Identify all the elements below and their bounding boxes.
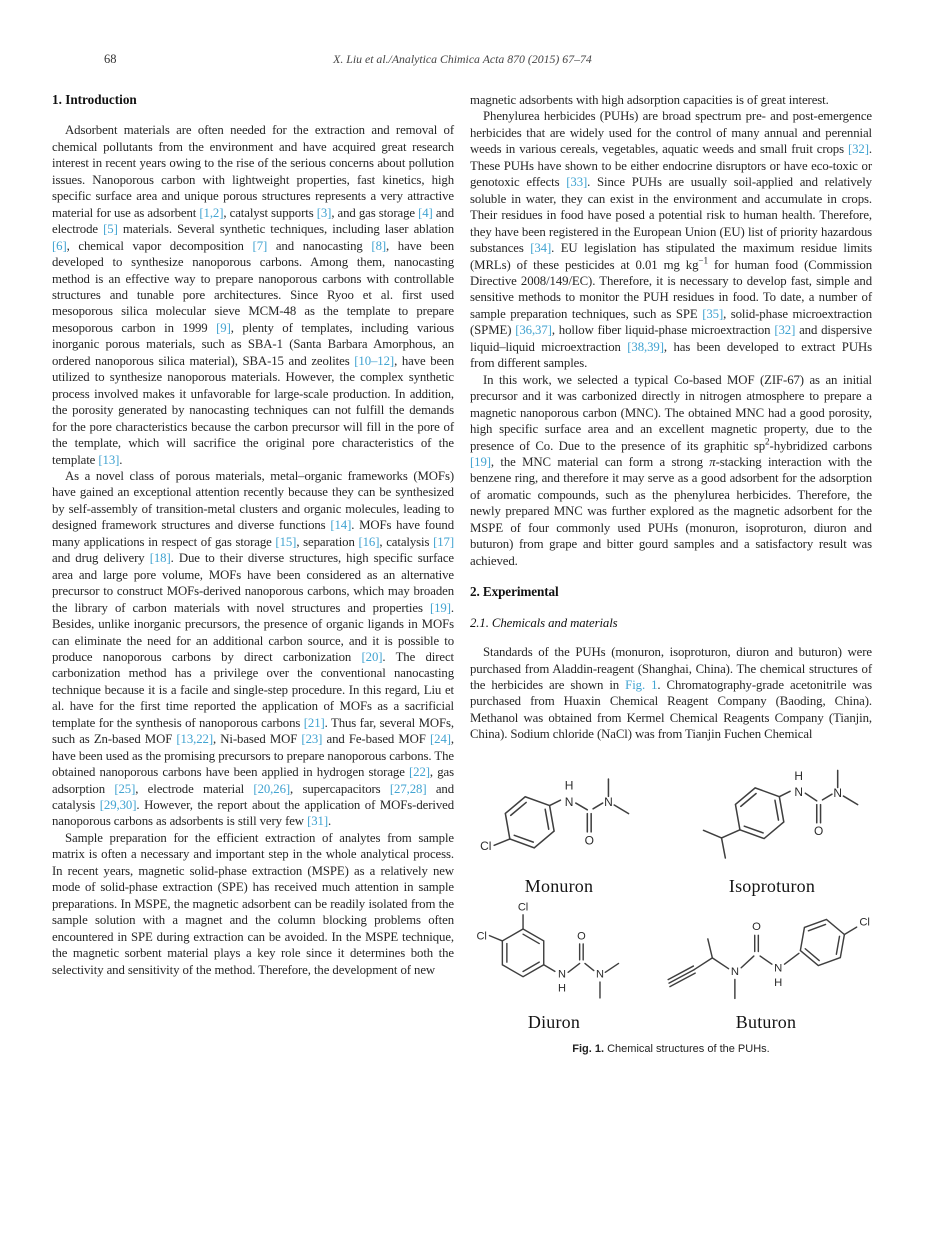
citation-link[interactable]: [36,37] bbox=[515, 323, 552, 338]
citation-link[interactable]: [24] bbox=[429, 732, 451, 747]
paragraph: Sample preparation for the efficient extraction of analytes from sample matrix is often a necessary and important step in the whole analytical process. In recent years, magnetic solid-phase extraction (MSPE) as a relatively new mode of solid-phase extraction (SPE) has received much attention in sample preparations. In MSPE, the magnetic adsorbent can be readily isolated from the sample solution with a magnet and the column blocking problems often encountered in SPE during extraction can be avoided. In the MSPE technique, the magnetic sorbent material plays a key role since it determines both the selectivity and sensitivity of the method. Therefore, the development of new bbox=[52, 830, 454, 977]
atom-label: H bbox=[558, 982, 566, 995]
atom-label: Cl bbox=[517, 901, 529, 914]
atom-label: N bbox=[794, 784, 803, 799]
atom-label: N bbox=[774, 962, 783, 975]
citation-link[interactable]: [13] bbox=[98, 452, 120, 467]
atom-label: N bbox=[596, 968, 604, 981]
citation-link[interactable]: [17] bbox=[433, 534, 455, 549]
molecule-name: Diuron bbox=[527, 1012, 581, 1033]
atom-label: Cl bbox=[859, 916, 870, 929]
citation-link[interactable]: [3] bbox=[316, 205, 332, 220]
atom-label: O bbox=[814, 823, 824, 838]
citation-link[interactable]: [19] bbox=[429, 600, 451, 615]
atom-label: H bbox=[564, 778, 574, 793]
atom-label: N bbox=[558, 968, 566, 981]
atom-label: Cl bbox=[476, 930, 487, 943]
citation-link[interactable]: [10–12] bbox=[354, 353, 395, 368]
superscript: −1 bbox=[698, 255, 708, 266]
superscript: 2 bbox=[765, 436, 770, 447]
citation-link[interactable]: [29,30] bbox=[99, 798, 137, 813]
atom-label: H bbox=[794, 768, 803, 783]
paragraph: Adsorbent materials are often needed for the extraction and removal of chemical pollutants from the environment and have acquired great research interest in recent years owing to the rise of the serious concerns about pollution issues. Nanoporous carbon with lightweight properties, fast kinetics, high specific surface area and unique porous structures represents a very attractive material for use as adsorbent [1,2], catalyst supports [3], and gas storage [4] and electrode [5] materials. Several synthetic techniques, including laser ablation [6], chemical vapor decomposition [7] and nanocasting [8], have been developed to synthesize nanoporous carbons. Among them, nanocasting method is an effective way to prepare nanoporous carbons with controllable structures and tunable pore architectures. Since Ryoo et al. first used mesoporous silica molecular sieve MCM-48 as the template to prepare mesoporous carbon in 1999 [9], plenty of templates, including various inorganic porous materials, such as SBA-1 (Santa Barbara Amorphous, an ordered nanoporous silica material), SBA-15 and zeolites [10–12], have been utilized to synthesize nanoporous materials. However, the complex synthetic process involved makes it unfavorable for large-scale production. In addition, the porosity generated by nanocasting techniques can not fulfill the demands for the pore characteristics because the carbon precursor will fill in the pore of the template, which will sacrifice the original pore characteristics of the template [13]. bbox=[52, 123, 455, 467]
figure-caption bbox=[470, 1041, 872, 1057]
atom-label: N bbox=[564, 794, 574, 809]
citation-link[interactable]: [5] bbox=[103, 222, 118, 237]
citation-link[interactable]: [31] bbox=[307, 814, 328, 829]
citation-link[interactable]: [32] bbox=[847, 142, 869, 157]
molecule-isoproturon-structure bbox=[672, 758, 872, 877]
citation-link[interactable]: [38,39] bbox=[627, 339, 664, 354]
citation-link[interactable]: Fig. 1 bbox=[625, 677, 658, 692]
molecule-name: Buturon bbox=[735, 1012, 797, 1033]
page-number: 68 bbox=[104, 52, 117, 66]
atom-label: O bbox=[584, 833, 594, 848]
right-column bbox=[470, 92, 872, 1057]
citation-link[interactable]: [7] bbox=[252, 238, 268, 253]
atom-label: N bbox=[604, 794, 613, 809]
figure-1 bbox=[470, 757, 872, 1057]
paragraph: Standards of the PUHs (monuron, isoproturon, diuron and buturon) were purchased from Aladdin-reagent (Shanghai, China). The chemical structures of the herbicides are shown in Fig. 1. Chromatography-grade acetonitrile was purchased from Huaxin Chemical Reagent Company (Baoding, China). Methanol was obtained from Kermel Chemical Reagents Company (Tianjin, China). Sodium chloride (NaCl) was from Tianjin Fuchen Chemical bbox=[470, 645, 872, 742]
atom-label: N bbox=[833, 785, 842, 800]
citation-link[interactable]: [18] bbox=[149, 551, 171, 566]
citation-link[interactable]: [33] bbox=[566, 175, 588, 190]
molecule-name: Isoproturon bbox=[728, 875, 816, 896]
citation-link[interactable]: [23] bbox=[301, 732, 323, 747]
citation-link[interactable]: [9] bbox=[216, 320, 231, 335]
running-head: X. Liu et al./Analytica Chimica Acta 870 (2015) 67–74 bbox=[333, 52, 592, 66]
atom-label: H bbox=[774, 977, 783, 990]
citation-link[interactable]: [22] bbox=[409, 765, 430, 780]
atom-label: Cl bbox=[480, 838, 492, 853]
citation-link[interactable]: [14] bbox=[330, 518, 352, 533]
italic-text: π bbox=[709, 454, 716, 469]
figure-row-1 bbox=[470, 757, 872, 894]
citation-link[interactable]: [6] bbox=[52, 238, 67, 253]
page-header bbox=[52, 0, 873, 68]
citation-link[interactable]: [32] bbox=[774, 323, 796, 338]
citation-link[interactable]: [1,2] bbox=[199, 205, 224, 220]
subsection-heading-chemicals: 2.1. Chemicals and materials bbox=[470, 615, 618, 630]
citation-link[interactable]: [21] bbox=[303, 715, 325, 730]
molecule-isoproturon bbox=[672, 758, 872, 894]
citation-link[interactable]: [13,22] bbox=[176, 732, 214, 747]
citation-link[interactable]: [16] bbox=[358, 534, 380, 549]
molecule-diuron-structure bbox=[470, 898, 638, 1013]
citation-link[interactable]: [8] bbox=[371, 238, 387, 253]
molecule-buturon bbox=[660, 900, 872, 1033]
citation-link[interactable]: [19] bbox=[470, 454, 491, 469]
atom-label: N bbox=[730, 966, 739, 979]
two-column-body bbox=[52, 92, 873, 1057]
citation-link[interactable]: [27,28] bbox=[389, 781, 427, 796]
paragraph: magnetic adsorbents with high adsorption capacities is of great interest. bbox=[470, 93, 829, 107]
paragraph: Phenylurea herbicides (PUHs) are broad spectrum pre- and post-emergence herbicides that are widely used for the control of many annual and perennial weeds in various cereals, vegetables, aquatic weeds and small fruit crops [32]. These PUHs have shown to be either endocrine disruptors or have eco-toxic or genotoxic effects [33]. Since PUHs are usually soil-applied and relatively soluble in water, they can exist in the environment and accumulate in crops. Their residues in food have posed a potential risk to human health. Therefore, they have been registered in the European Union (EU) list of priority hazardous substances [34]. EU legislation has stipulated the maximum residue limits (MRLs) of these pesticides at 0.01 mg $kg^{-1}$ for human food (Commission Directive 2008/149/EC). Therefore, it is necessary to develop fast, simple and sensitive methods to monitor the PUH residues in food. To date, a number of sample preparation techniques, such as SPE [35], solid-phase microextraction (SPME) [36,37], hollow fiber liquid-phase microextraction [32] and dispersive liquid–liquid microextraction [38,39], has been developed to extract PUHs from different samples. bbox=[470, 109, 873, 371]
section-heading-experimental: 2. Experimental bbox=[470, 584, 559, 600]
molecule-buturon-structure bbox=[660, 900, 872, 1013]
molecule-monuron-structure bbox=[470, 757, 648, 877]
paragraph: In this work, we selected a typical Co-based MOF (ZIF-67) as an initial precursor and it was carbonized directly in nitrogen atmosphere to prepare a magnetic nanoporous carbon (MNC). The obtained MNC had a good porosity, high specific surface area and an excellent magnetic property, due to the presence of Co. Due to the presence of its graphitic $sp^2$-hybridized carbons [19], the MNC material can form a strong π-stacking interaction with the benzene ring, and therefore it may serve as a good adsorbent for the adsorption of aromatic compounds, such as the phenylurea herbicides. Therefore, the newly prepared MNC was further explored as the magnetic adsorbent for the MSPE of four commonly used PUHs (monuron, isoproturon, diuron and buturon) from grape and bitter gourd samples and a satisfactory result was achieved. bbox=[470, 372, 873, 568]
left-column bbox=[52, 92, 454, 1057]
citation-link[interactable]: [34] bbox=[530, 241, 552, 256]
atom-label: O bbox=[752, 921, 761, 934]
section-heading-introduction: 1. Introduction bbox=[52, 92, 137, 107]
molecule-diuron bbox=[470, 898, 638, 1033]
citation-link[interactable]: [20] bbox=[361, 649, 383, 664]
citation-link[interactable]: [4] bbox=[418, 205, 433, 220]
citation-link[interactable]: [35] bbox=[702, 306, 724, 321]
citation-link[interactable]: [25] bbox=[114, 781, 136, 796]
figure-row-2 bbox=[470, 898, 872, 1033]
molecule-name: Monuron bbox=[524, 875, 594, 896]
paragraph: As a novel class of porous materials, metal–organic frameworks (MOFs) have gained an exceptional attention recently because they can be synthesized by self-assembly of transition-metal clusters and organic molecules, leading to designed framework structures and diverse functions [14]. MOFs have found many applications in respect of gas storage [15], separation [16], catalysis [17] and drug delivery [18]. Due to their diverse structures, high specific surface area and large pore volume, MOFs have been considered as an alternative precursor to construct MOFs-derived nanoporous carbons, which may broaden the library of carbon materials with novel structures and properties [19]. Besides, unlike inorganic precursors, the presence of organic ligands in MOFs can eliminate the need for an additional carbon source, and it is possible to produce nanoporous carbons by direct carbonization [20]. The direct carbonization method has a privilege over the conventional nanocasting technique because it is a facile and single-step procedure. In this regard, Liu et al. have for the first time reported the application of MOFs as a sacrificial template for the synthesis of nanoporous carbons [21]. Thus far, several MOFs, such as Zn-based MOF [13,22], Ni-based MOF [23] and Fe-based MOF [24], have been used as the promising precursors to prepare nanoporous carbons. The obtained nanoporous carbons have been applied in hydrogen storage [22], gas adsorption [25], electrode material [20,26], supercapacitors [27,28] and catalysis [29,30]. However, the report about the application of MOFs-derived nanoporous carbons as adsorbents is still very few [31]. bbox=[52, 468, 455, 829]
citation-link[interactable]: [15] bbox=[275, 534, 297, 549]
citation-link[interactable]: [20,26] bbox=[253, 781, 291, 796]
figure-caption-text: Chemical structures of the PUHs. bbox=[604, 1042, 770, 1055]
figure-caption-label: Fig. 1. bbox=[572, 1042, 605, 1055]
molecule-monuron bbox=[470, 757, 648, 894]
atom-label: O bbox=[577, 930, 586, 943]
